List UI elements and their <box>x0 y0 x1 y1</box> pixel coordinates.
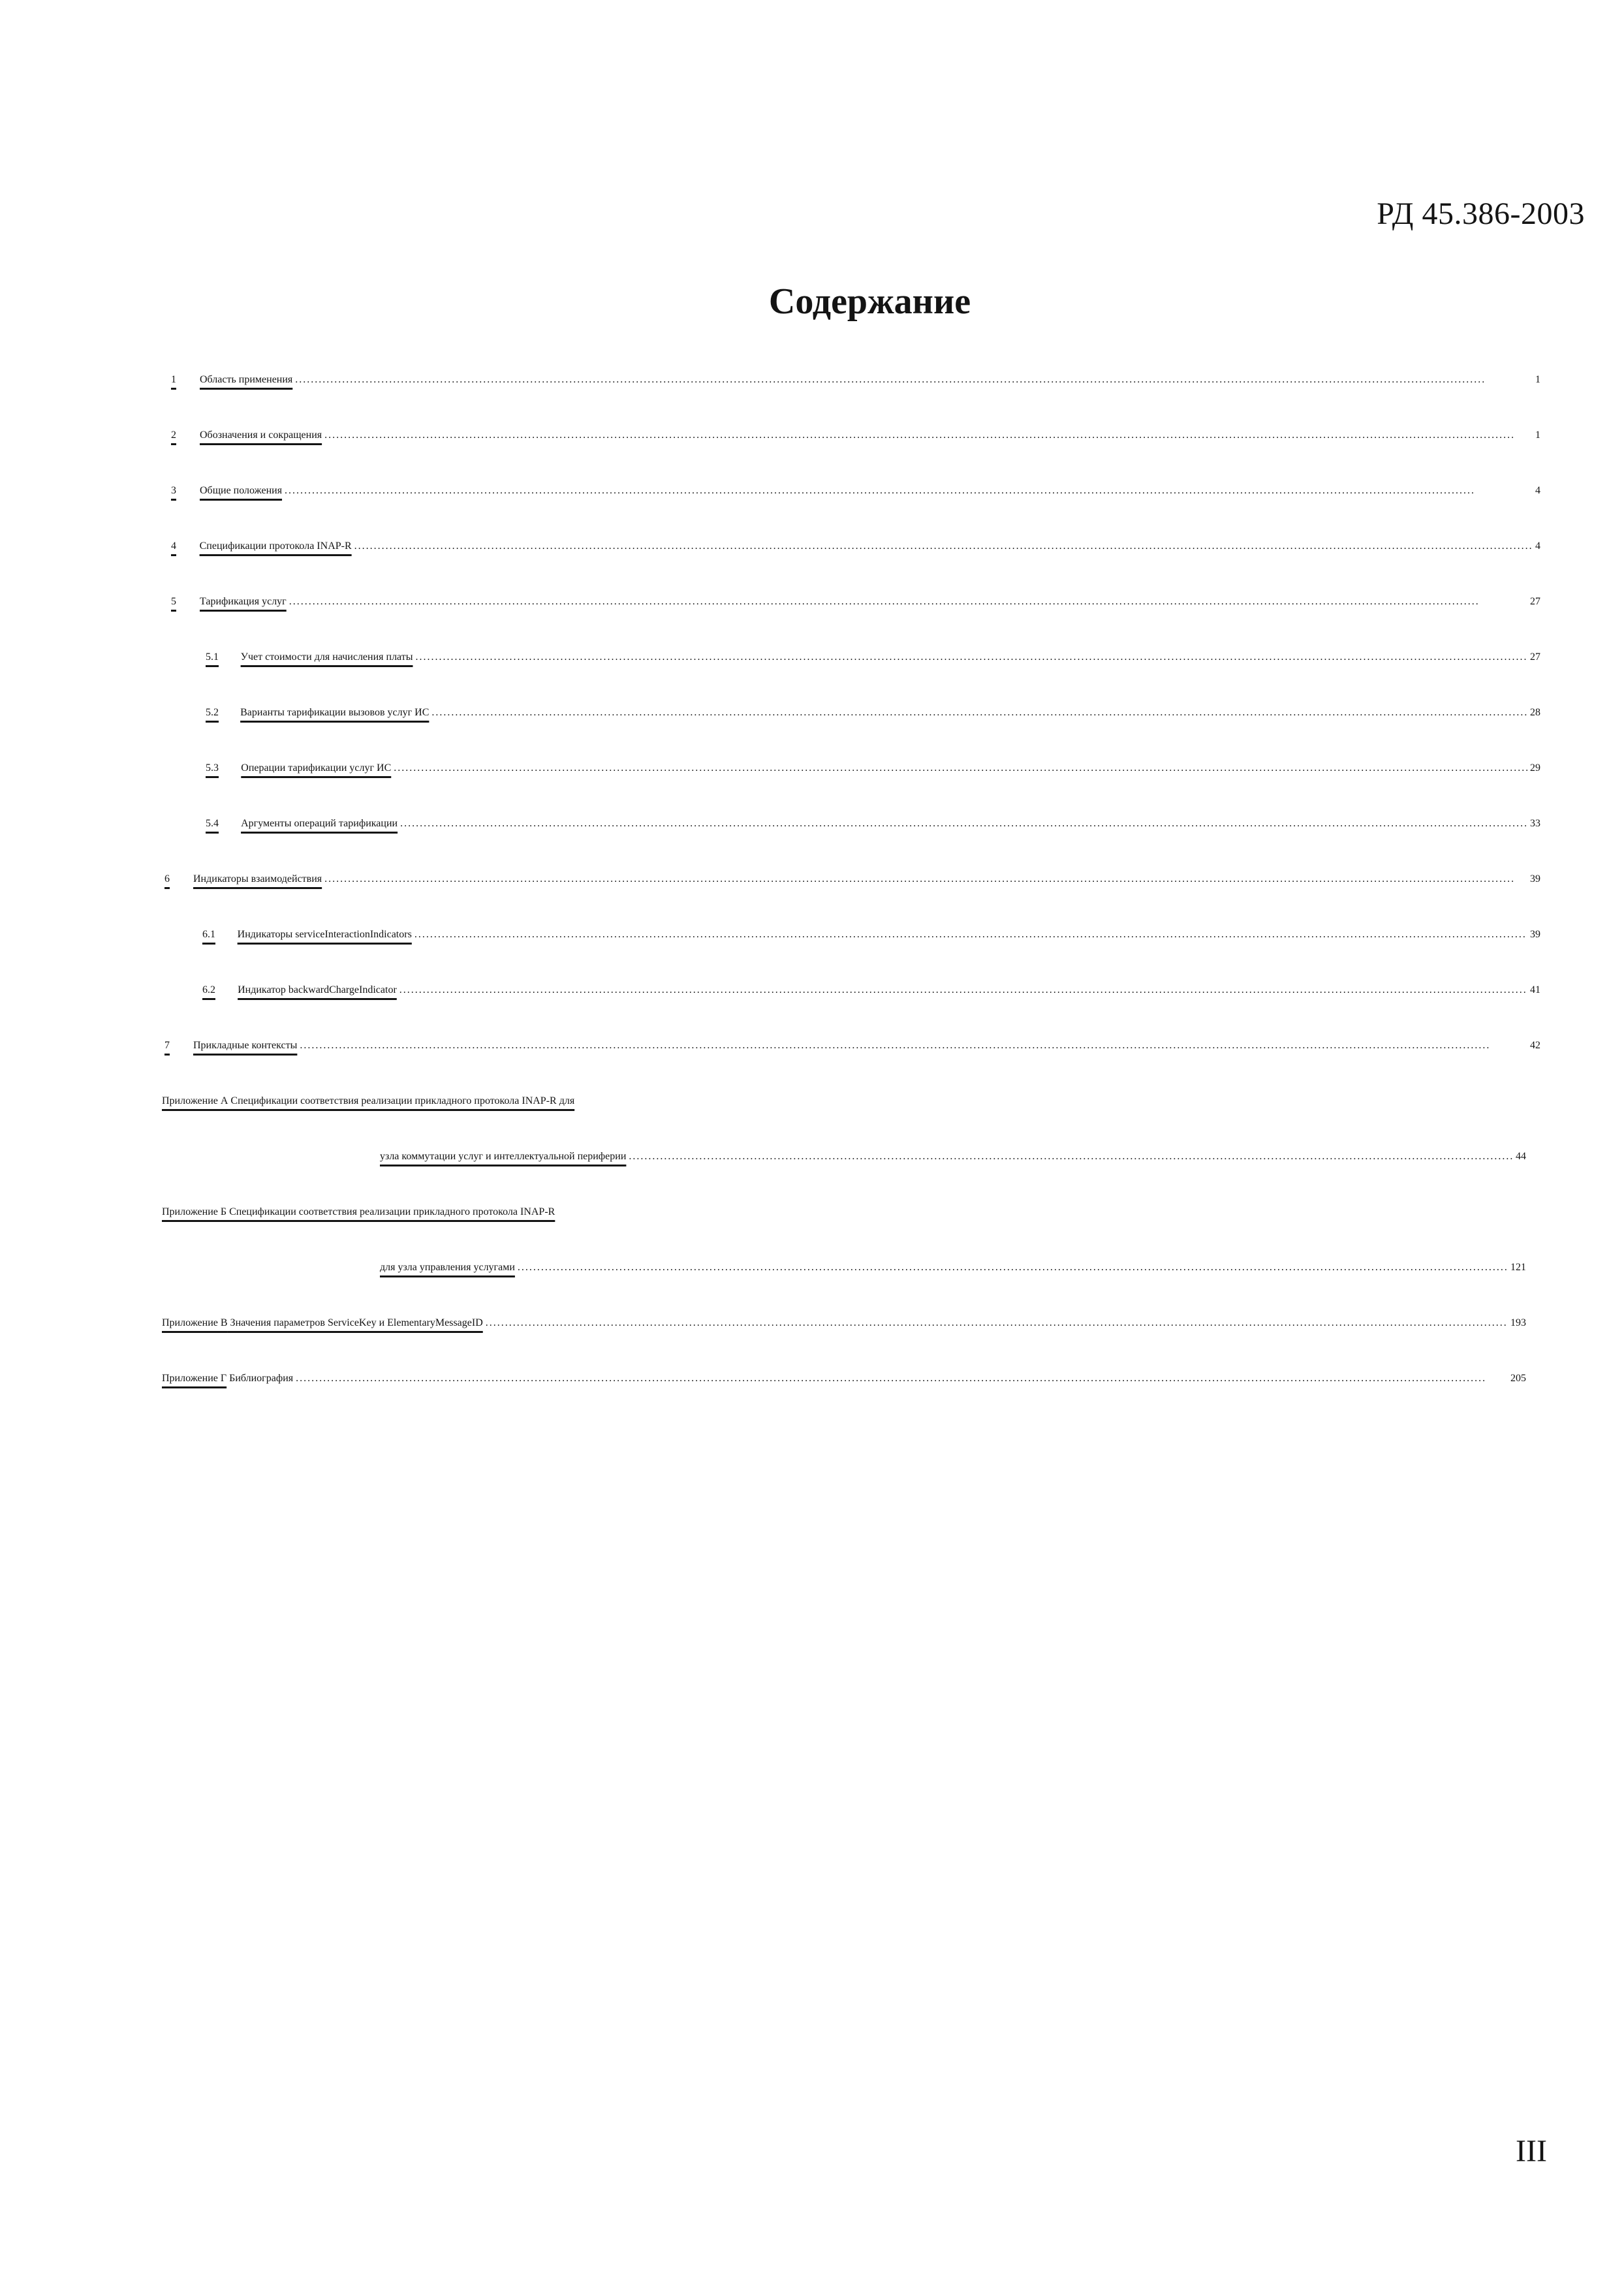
leader-dots <box>486 1300 1508 1346</box>
toc-entry-label[interactable]: Значения параметров ServiceKey и ElementaryMessageID <box>227 1317 483 1328</box>
leader-dots <box>324 856 1527 902</box>
appendix-a-continuation[interactable] <box>380 1134 1526 1180</box>
toc-subentry[interactable] <box>206 634 1540 680</box>
leader-dots <box>300 1023 1527 1069</box>
toc-entry-page: 1 <box>1535 430 1540 441</box>
document-code: РД 45.386-2003 <box>1377 196 1585 231</box>
toc-entry-label[interactable]: Учет стоимости для начисления платы <box>240 651 413 663</box>
toc-entry-label[interactable]: Обозначения и сокращения <box>200 430 322 441</box>
toc-entry-page: 193 <box>1510 1317 1526 1328</box>
leader-dots <box>629 1134 1513 1180</box>
leader-dots <box>289 579 1527 625</box>
leader-dots <box>285 468 1533 514</box>
toc-entry-label[interactable]: Индикатор backwardChargeIndicator <box>238 984 397 995</box>
toc-entry-page: 33 <box>1530 818 1540 829</box>
toc-entry-page: 42 <box>1530 1040 1540 1051</box>
toc-entry-number: 5.3 <box>206 762 219 774</box>
toc-entry-page: 4 <box>1535 485 1540 496</box>
toc-entry-label[interactable]: Операции тарификации услуг ИС <box>241 762 392 774</box>
toc-entry-number: 5.1 <box>206 651 219 663</box>
toc-entry-label[interactable]: Аргументы операций тарификации <box>241 818 398 829</box>
toc-entry[interactable] <box>164 856 1540 902</box>
appendix-v-entry[interactable] <box>162 1300 1526 1346</box>
leader-dots <box>400 801 1527 847</box>
toc-entry-page: 39 <box>1530 929 1540 940</box>
toc-entry-page: 41 <box>1530 984 1540 995</box>
toc-entry-label[interactable]: Варианты тарификации вызовов услуг ИС <box>240 707 429 718</box>
toc-entry-label[interactable]: Приложение Б Спецификации соответствия реализации прикладного протокола INAP-R <box>162 1206 555 1217</box>
toc-entry-label[interactable]: Приложение А Спецификации соответствия реализации прикладного протокола INAP-R для <box>162 1095 575 1106</box>
toc-entry-label[interactable]: Индикаторы взаимодействия <box>193 873 322 884</box>
appendix-a-title[interactable] <box>162 1078 574 1124</box>
toc-entry-label[interactable]: Тарификация услуг <box>200 596 287 607</box>
toc-entry-number: 5 <box>171 596 176 607</box>
toc-entry-label[interactable]: Индикаторы serviceInteractionIndicators <box>237 929 412 940</box>
toc-entry-label[interactable]: узла коммутации услуг и интеллектуальной периферии <box>380 1151 627 1162</box>
leader-dots <box>415 634 1527 680</box>
toc-entry-number: 4 <box>171 540 176 552</box>
toc-entry-page: 28 <box>1530 707 1540 718</box>
toc-entry[interactable] <box>171 357 1540 403</box>
toc-subentry[interactable] <box>206 690 1540 736</box>
toc-entry-number: 6.1 <box>202 929 215 940</box>
appendix-b-title[interactable] <box>162 1189 555 1235</box>
toc-entry-number: 2 <box>171 430 176 441</box>
toc-entry-number: 6.2 <box>202 984 215 995</box>
toc-entry-label[interactable]: для узла управления услугами <box>380 1262 515 1273</box>
toc-entry[interactable] <box>171 524 1540 569</box>
toc-title: Содержание <box>768 281 971 322</box>
toc-entry-label[interactable]: Приложение Г <box>162 1373 227 1384</box>
toc-entry[interactable] <box>171 579 1540 625</box>
toc-subentry[interactable] <box>202 967 1540 1013</box>
toc-entry-label[interactable]: Область применения <box>200 374 293 385</box>
leader-dots <box>354 524 1533 569</box>
leader-dots <box>394 745 1527 791</box>
toc-subentry[interactable] <box>206 801 1540 847</box>
toc-entry-number: 6 <box>164 873 170 884</box>
toc-entry-page: 27 <box>1530 651 1540 663</box>
toc-entry-page: 29 <box>1530 762 1540 774</box>
toc-subentry[interactable] <box>202 912 1540 958</box>
toc-entry-number: 1 <box>171 374 176 385</box>
toc-entry-label[interactable]: Прикладные контексты <box>193 1040 298 1051</box>
toc-entry-page: 27 <box>1530 596 1540 607</box>
toc-entry-label[interactable]: Общие положения <box>200 485 283 496</box>
toc-entry-label[interactable]: Приложение В <box>162 1317 228 1328</box>
toc-entry[interactable] <box>164 1023 1540 1069</box>
page-number: III <box>1516 2134 1547 2168</box>
leader-dots <box>295 357 1533 403</box>
appendix-g-entry[interactable] <box>162 1356 1526 1401</box>
leader-dots <box>296 1356 1508 1401</box>
toc-entry-page: 1 <box>1535 374 1540 385</box>
toc-entry-label[interactable]: Спецификации протокола INAP-R <box>199 540 352 552</box>
toc-entry-page: 4 <box>1535 540 1540 552</box>
appendix-b-continuation[interactable] <box>380 1245 1526 1291</box>
toc-entry-page: 44 <box>1516 1151 1526 1162</box>
leader-dots <box>414 912 1527 958</box>
leader-dots <box>399 967 1527 1013</box>
toc-entry[interactable] <box>171 468 1540 514</box>
toc-entry-page: 39 <box>1530 873 1540 884</box>
toc-entry-page: 205 <box>1510 1373 1526 1384</box>
toc-entry-label[interactable]: Библиография <box>226 1373 294 1384</box>
toc-entry-number: 5.2 <box>206 707 219 718</box>
toc-entry-number: 3 <box>171 485 176 496</box>
leader-dots <box>518 1245 1508 1291</box>
leader-dots <box>324 413 1533 458</box>
toc-entry-number: 7 <box>164 1040 170 1051</box>
toc-entry-number: 5.4 <box>206 818 219 829</box>
toc-entry-page: 121 <box>1510 1262 1526 1273</box>
leader-dots <box>431 690 1527 736</box>
toc-subentry[interactable] <box>206 745 1540 791</box>
toc-entry[interactable] <box>171 413 1540 458</box>
